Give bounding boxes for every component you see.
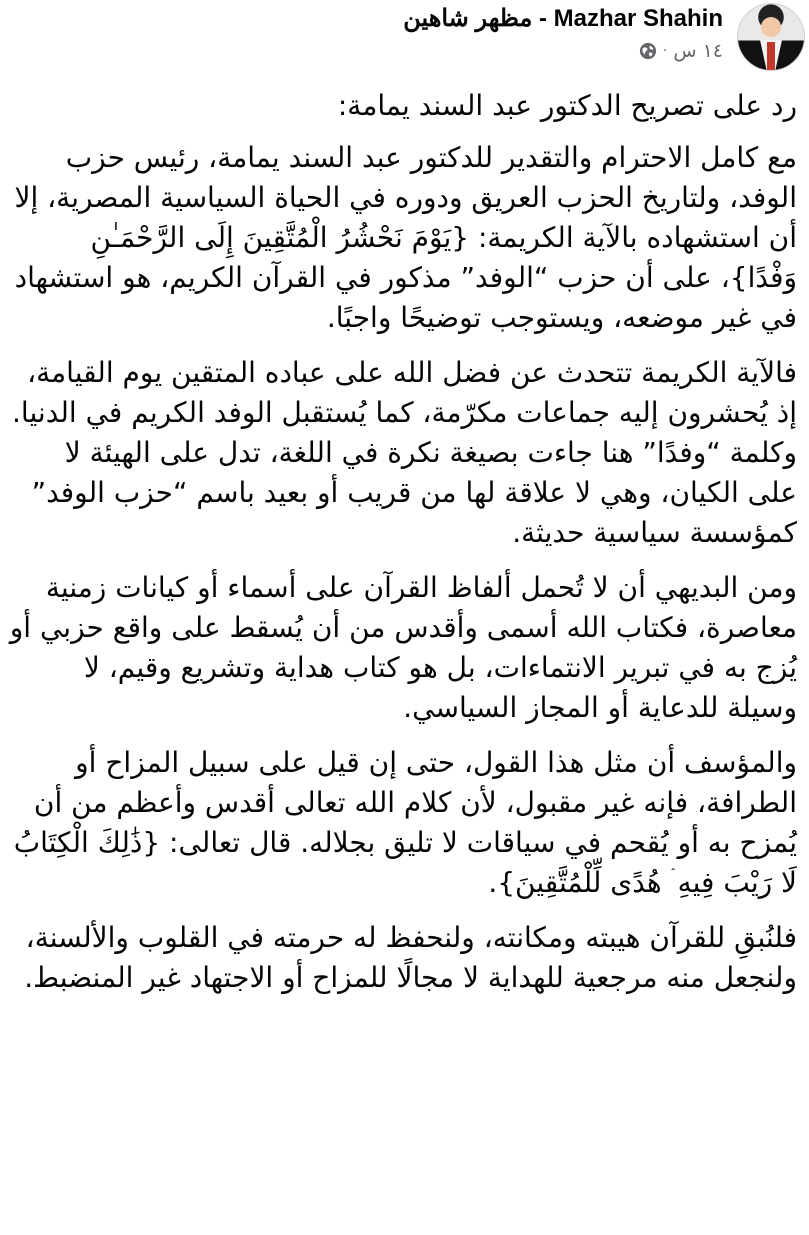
author-avatar[interactable]: [737, 3, 805, 71]
avatar-tie: [767, 42, 775, 70]
post-title-line: رد على تصريح الدكتور عبد السند يمامة:: [337, 89, 797, 122]
post-paragraph-5: فلنُبقِ للقرآن هيبته ومكانته، ولنحفظ له حرمته في القلوب والألسنة، ولنجعل منه مرجعية للهداية لا مجالًا للمزاح أو الاجتهاد غير المنضبط.: [24, 921, 797, 994]
author-name[interactable]: Mazhar Shahin - مظهر شاهين: [403, 5, 723, 32]
post-paragraph-3: ومن البديهي أن لا تُحمل ألفاظ القرآن على أسماء أو كيانات زمنية معاصرة، فكتاب الله أسمى وأقدس من أن يُسقط على واقع حزبي أو يُزج به في تبرير الانتماءات، بل هو كتاب هداية وتشريع وقيم، لا وسيلة للدعاية أو المجاز السياسي.: [9, 571, 797, 724]
post-paragraph-1: مع كامل الاحترام والتقدير للدكتور عبد السند يمامة، رئيس حزب الوفد، ولتاريخ الحزب العريق ودوره في الحياة السياسية المصرية، إلا أن استشهاده بالآية الكريمة: {يَوْمَ نَحْشُرُ الْمُتَّقِينَ إِلَى الرَّحْمَـٰنِ وَفْدًا}، على أن حزب “الوفد” مذكور في القرآن الكريم، هو استشهاد في غير موضعه، ويستوجب توضيحًا واجبًا.: [14, 141, 797, 334]
globe-icon[interactable]: [639, 42, 657, 60]
post-paragraph-4: والمؤسف أن مثل هذا القول، حتى إن قيل على سبيل المزاح أو الطرافة، فإنه غير مقبول، لأن كلام الله تعالى أقدس وأعظم من أن يُمزح به أو يُقحم في سياقات لا تليق بجلاله. قال تعالى: {ذَٰلِكَ الْكِتَابُ لَا رَيْبَ فِيهِ ۛ هُدًى لِّلْمُتَّقِينَ}.: [13, 746, 797, 899]
post-meta: [639, 40, 723, 62]
post-time[interactable]: ١٤ س: [673, 40, 723, 62]
post-paragraph-2: فالآية الكريمة تتحدث عن فضل الله على عباده المتقين يوم القيامة، إذ يُحشرون إليه جماعات مكرّمة، كما يُستقبل الوفد الكريم في الدنيا. وكلمة “وفدًا” هنا جاءت بصيغة نكرة في اللغة، تدل على الهيئة لا على الكيان، وهي لا علاقة لها من قريب أو بعيد باسم “حزب الوفد” كمؤسسة سياسية حديثة.: [12, 356, 797, 549]
post-body: [8, 86, 797, 1013]
post-header: [0, 0, 809, 80]
meta-separator: ·: [662, 43, 668, 59]
